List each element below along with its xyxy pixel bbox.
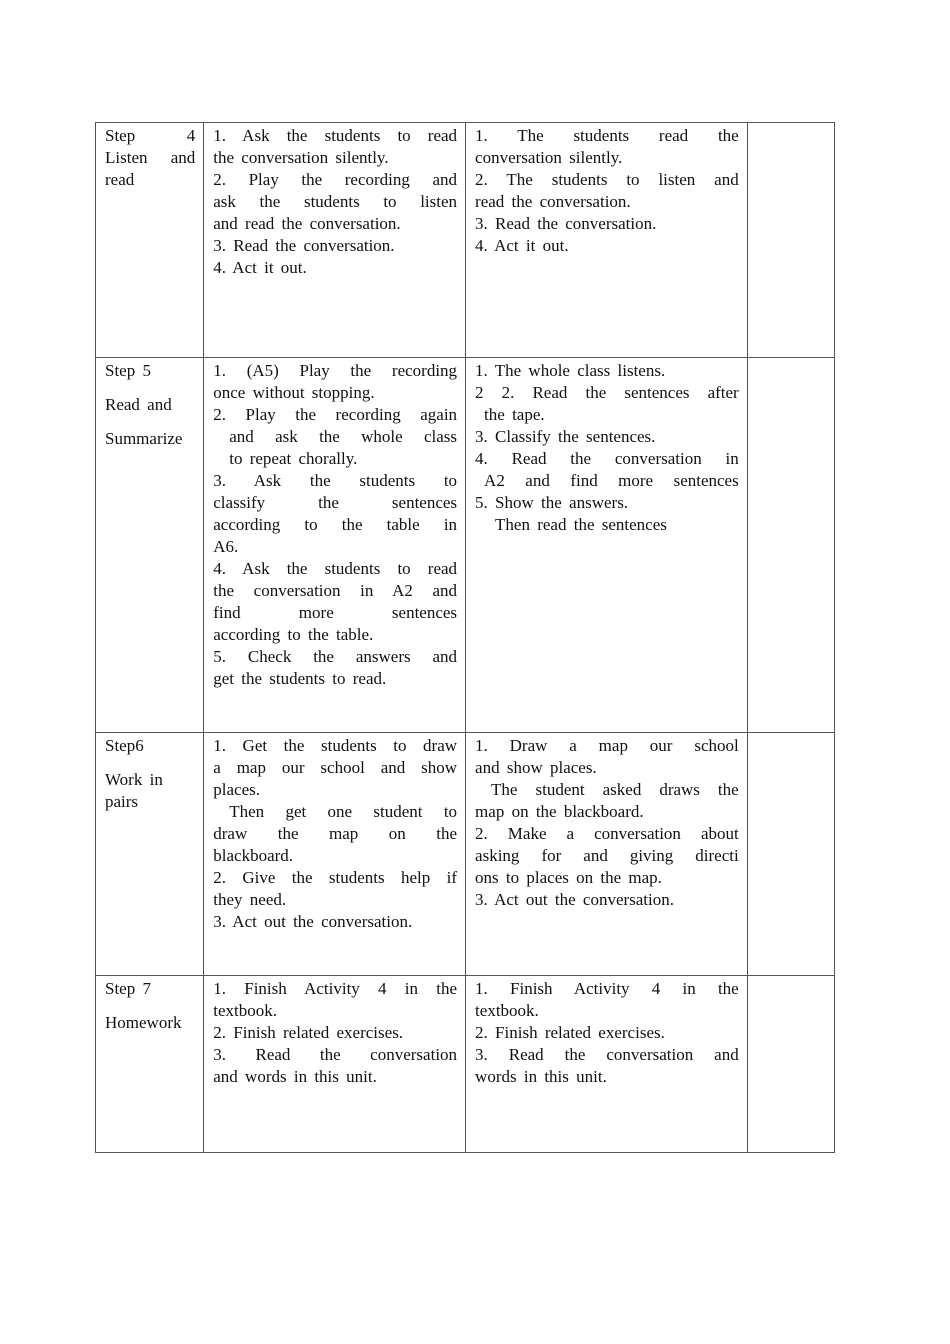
activity-line: a map our school and show bbox=[213, 758, 458, 777]
activity-line: 2. Give the students help if bbox=[213, 868, 458, 887]
step-label: Read and bbox=[105, 395, 172, 414]
activity-line: once without stopping. bbox=[213, 383, 375, 402]
activity-line: ask the students to listen bbox=[213, 192, 458, 211]
activity-line: textbook. bbox=[475, 1001, 539, 1020]
activity-line: places. bbox=[213, 780, 260, 799]
activity-line: find more sentences bbox=[213, 603, 458, 622]
activity-line: 1. Ask the students to read bbox=[213, 126, 458, 145]
step-label: Step 4 bbox=[105, 126, 196, 145]
activity-line: according to the table. bbox=[213, 625, 374, 644]
step-label: Work in bbox=[105, 770, 163, 789]
activity-line: 5. Check the answers and bbox=[213, 647, 458, 666]
activity-line: and ask the whole class bbox=[229, 427, 458, 446]
activity-line: 3. Ask the students to bbox=[213, 471, 458, 490]
activity-line: 2. Finish related exercises. bbox=[475, 1023, 665, 1042]
step-label: Step 7 bbox=[105, 979, 151, 998]
step-label: Listen and bbox=[105, 148, 196, 167]
activity-line: 1. (A5) Play the recording bbox=[213, 361, 458, 380]
teacher-activity-cell bbox=[204, 123, 466, 358]
activity-line: the conversation in A2 and bbox=[213, 581, 458, 600]
activity-line: get the students to read. bbox=[213, 669, 387, 688]
activity-line: and words in this unit. bbox=[213, 1067, 377, 1086]
table-row bbox=[96, 358, 835, 733]
activity-line: textbook. bbox=[213, 1001, 277, 1020]
student-activity-cell bbox=[466, 976, 748, 1153]
activity-line: the conversation silently. bbox=[213, 148, 389, 167]
activity-line: and read the conversation. bbox=[213, 214, 401, 233]
activity-line: 5. Show the answers. bbox=[475, 493, 629, 512]
step-label: read bbox=[105, 170, 135, 189]
activity-line: 4. Ask the students to read bbox=[213, 559, 458, 578]
activity-line: classify the sentences bbox=[213, 493, 458, 512]
activity-line: 1. Finish Activity 4 in the bbox=[475, 979, 739, 998]
step-cell bbox=[96, 976, 204, 1153]
activity-line: words in this unit. bbox=[475, 1067, 607, 1086]
activity-line: The student asked draws the bbox=[491, 780, 739, 799]
activity-line: 2 2. Read the sentences after bbox=[475, 383, 739, 402]
teacher-activity-cell bbox=[204, 976, 466, 1153]
student-activity-cell bbox=[466, 733, 748, 976]
step-label: Summarize bbox=[105, 429, 183, 448]
activity-line: 2. Play the recording and bbox=[213, 170, 458, 189]
activity-line: 3. Read the conversation and bbox=[475, 1045, 739, 1064]
activity-line: conversation silently. bbox=[475, 148, 623, 167]
activity-line: 3. Read the conversation. bbox=[475, 214, 657, 233]
activity-line: 2. The students to listen and bbox=[475, 170, 739, 189]
lesson-plan-table bbox=[95, 122, 835, 1153]
activity-line: Then read the sentences bbox=[495, 515, 667, 534]
activity-line: read the conversation. bbox=[475, 192, 631, 211]
activity-line: 4. Act it out. bbox=[475, 236, 569, 255]
activity-line: Then get one student to bbox=[229, 802, 458, 821]
activity-line: to repeat chorally. bbox=[229, 449, 358, 468]
step-label: Homework bbox=[105, 1013, 182, 1032]
activity-line: the tape. bbox=[484, 405, 545, 424]
notes-cell bbox=[747, 976, 834, 1153]
activity-line: 3. Act out the conversation. bbox=[475, 890, 675, 909]
activity-line: 3. Act out the conversation. bbox=[213, 912, 413, 931]
step-cell bbox=[96, 123, 204, 358]
activity-line: ons to places on the map. bbox=[475, 868, 662, 887]
activity-line: blackboard. bbox=[213, 846, 294, 865]
activity-line: they need. bbox=[213, 890, 287, 909]
activity-line: 3. Classify the sentences. bbox=[475, 427, 656, 446]
activity-line: 2. Play the recording again bbox=[213, 405, 458, 424]
step-label: Step 5 bbox=[105, 361, 151, 380]
activity-line: and show places. bbox=[475, 758, 597, 777]
teacher-activity-cell bbox=[204, 358, 466, 733]
activity-line: 1. The students read the bbox=[475, 126, 739, 145]
activity-line: 2. Make a conversation about bbox=[475, 824, 739, 843]
activity-line: 1. Draw a map our school bbox=[475, 736, 739, 755]
activity-line: 1. Get the students to draw bbox=[213, 736, 458, 755]
step-label: Step6 bbox=[105, 736, 144, 755]
teacher-activity-cell bbox=[204, 733, 466, 976]
student-activity-cell bbox=[466, 123, 748, 358]
notes-cell bbox=[747, 123, 834, 358]
activity-line: A2 and find more sentences bbox=[484, 471, 739, 490]
table-row bbox=[96, 976, 835, 1153]
activity-line: draw the map on the bbox=[213, 824, 458, 843]
notes-cell bbox=[747, 358, 834, 733]
activity-line: 2. Finish related exercises. bbox=[213, 1023, 404, 1042]
student-activity-cell bbox=[466, 358, 748, 733]
step-cell bbox=[96, 358, 204, 733]
notes-cell bbox=[747, 733, 834, 976]
activity-line: 3. Read the conversation. bbox=[213, 236, 395, 255]
step-cell bbox=[96, 733, 204, 976]
activity-line: 4. Read the conversation in bbox=[475, 449, 739, 468]
step-label: pairs bbox=[105, 792, 139, 811]
activity-line: 1. The whole class listens. bbox=[475, 361, 666, 380]
activity-line: 3. Read the conversation bbox=[213, 1045, 458, 1064]
activity-line: asking for and giving directi bbox=[475, 846, 739, 865]
table-row bbox=[96, 733, 835, 976]
activity-line: 1. Finish Activity 4 in the bbox=[213, 979, 458, 998]
activity-line: 4. Act it out. bbox=[213, 258, 307, 277]
activity-line: according to the table in bbox=[213, 515, 458, 534]
activity-line: A6. bbox=[213, 537, 239, 556]
activity-line: map on the blackboard. bbox=[475, 802, 644, 821]
table-row bbox=[96, 123, 835, 358]
